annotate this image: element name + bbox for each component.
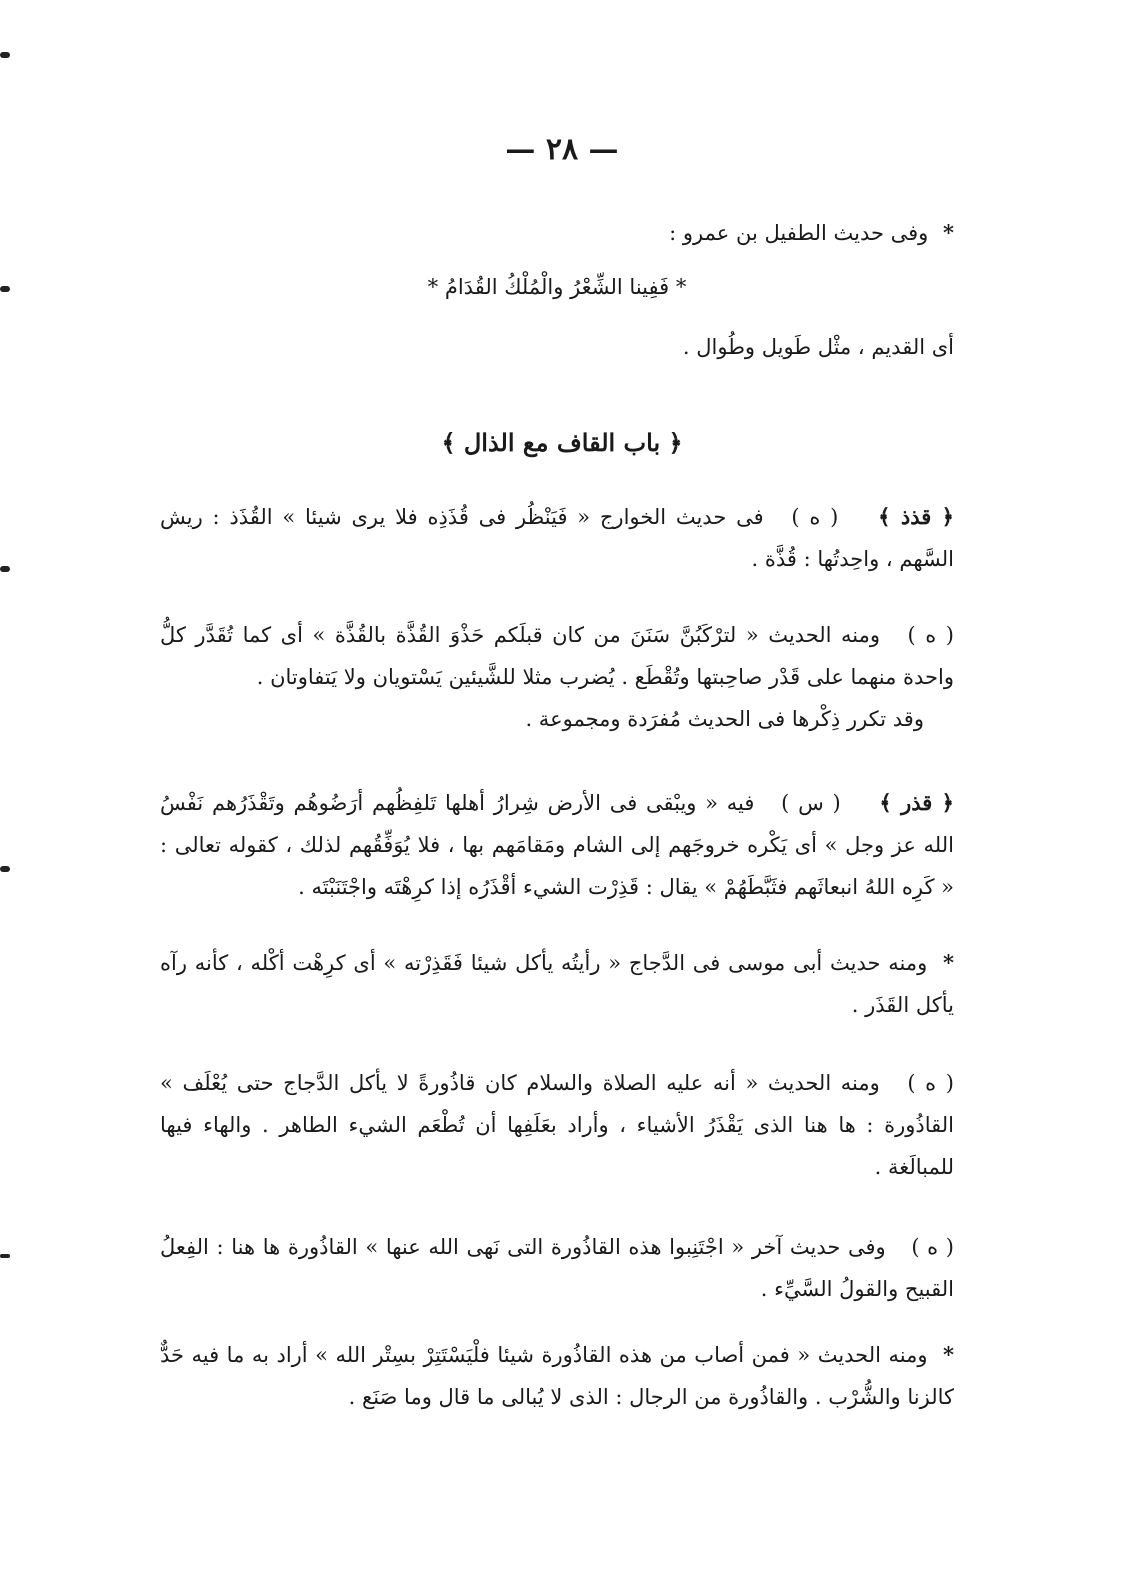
scan-edge-mark bbox=[0, 52, 10, 58]
paragraph-tufail bbox=[160, 212, 954, 254]
scan-edge-mark bbox=[0, 866, 10, 872]
entry-text: ومنه الحديث « أنه عليه الصلاة والسلام كان قاذُورةً لا يأكل الدَّجاج حتى يُعْلَف » القاذُورة : ها هنا الذى يَقْذَرُ الأشياء ، وأراد بعَلَفِها أن تُطْعَم الشيء الطاهر . والهاء فيها للمبالَغة . bbox=[160, 1071, 954, 1179]
entry-qadhura-avoid bbox=[160, 1226, 954, 1310]
entry-text: ومنه الحديث « لترْكَبُنَّ سَنَنَ من كان قبلَكم حَذْوَ القُذَّة بالقُذَّة » أى كما تُقَدَّر كلُّ واحدة منهما على قَدْر صاحِبتها وتُقْطَع . يُضرب مثلا للشَّيئين يَسْتويان ولا يَتفاوتان . bbox=[160, 623, 954, 689]
star-marker: * bbox=[943, 220, 954, 245]
entry-qadhadh bbox=[160, 496, 954, 580]
source-mark: ( ه ) bbox=[907, 623, 954, 647]
scan-edge-mark bbox=[0, 1254, 10, 1258]
section-title: ﴿ باب القاف مع الذال ﴾ bbox=[441, 428, 683, 457]
scan-edge-mark bbox=[0, 566, 10, 572]
entry-qudhdha-hadith bbox=[160, 614, 954, 698]
headword: ﴿ قذذ ﴾ bbox=[878, 504, 954, 529]
source-mark: ( ه ) bbox=[907, 1071, 954, 1095]
star-marker: * bbox=[943, 1342, 954, 1367]
entry-text: فيه « ويبْقى فى الأرض شِرارُ أهلها تَلفِظُهم أرَضُوهُم وتَقْذَرُهم نَفْسُ الله عز وجل » أى يَكْره خروجَهم إلى الشام ومَقامَهم بها ، فلا يُوَفِّقُهم لذلك ، كقوله تعالى : « كَرِه اللهُ انبعاثَهم فثَبَّطَهُمْ » يقال : قَذِرْت الشيء أقْذَرُه إذا كرِهْتَه واجْتَنَبْتَه . bbox=[160, 791, 954, 899]
source-mark: ( ه ) bbox=[791, 505, 839, 529]
entry-qadhar bbox=[160, 782, 954, 908]
entry-text: ومنه حديث أبى موسى فى الدَّجاج « رأيتُه يأكل شيئا فَقَذِرْته » أى كرِهْت أكْله ، كأنه رآه يأكل القَذَر . bbox=[160, 951, 954, 1017]
star-marker: * bbox=[943, 950, 954, 975]
entry-qadhura-chicken bbox=[160, 1062, 954, 1188]
source-mark: ( ه ) bbox=[911, 1235, 955, 1259]
scan-edge-mark bbox=[0, 286, 10, 292]
entry-text: فى حديث الخوارج « فَيَنْظُر فى قُذَذِه فلا يرى شيئا » القُذَذ : ريش السَّهم ، واحِدتُها : قُذَّة . bbox=[160, 505, 954, 571]
page-number: — ٢٨ — bbox=[505, 132, 619, 167]
entry-qadhura-cover bbox=[160, 1334, 954, 1418]
entry-repetition-note: وقد تكرر ذِكْرها فى الحديث مُفرَدة ومجموعة . bbox=[525, 707, 924, 731]
paragraph-explanation: أى القديم ، مثْل طَويل وطُوال . bbox=[682, 335, 954, 359]
paragraph-text: وفى حديث الطفيل بن عمرو : bbox=[669, 221, 929, 245]
headword: ﴿ قذر ﴾ bbox=[879, 790, 954, 815]
entry-text: ومنه الحديث « فمن أصاب من هذه القاذُورة شيئا فلْيَسْتَتِرْ بسِتْر الله » أراد به ما فيه حَدٌّ كالزنا والشُّرْب . والقاذُورة من الرجال : الذى لا يُبالى ما قال وما صَنَع . bbox=[160, 1343, 954, 1409]
poetry-verse: * فَفِينا الشِّعْرُ والْمُلْكُ القُدَامُ * bbox=[427, 275, 687, 299]
entry-abu-musa bbox=[160, 942, 954, 1026]
source-mark: ( س ) bbox=[781, 791, 841, 815]
entry-text: وفى حديث آخر « اجْتَنِبوا هذه القاذُورة التى نَهى الله عنها » القاذُورة ها هنا : الفِعلُ القبيح والقولُ السَّيِّء . bbox=[160, 1235, 954, 1301]
